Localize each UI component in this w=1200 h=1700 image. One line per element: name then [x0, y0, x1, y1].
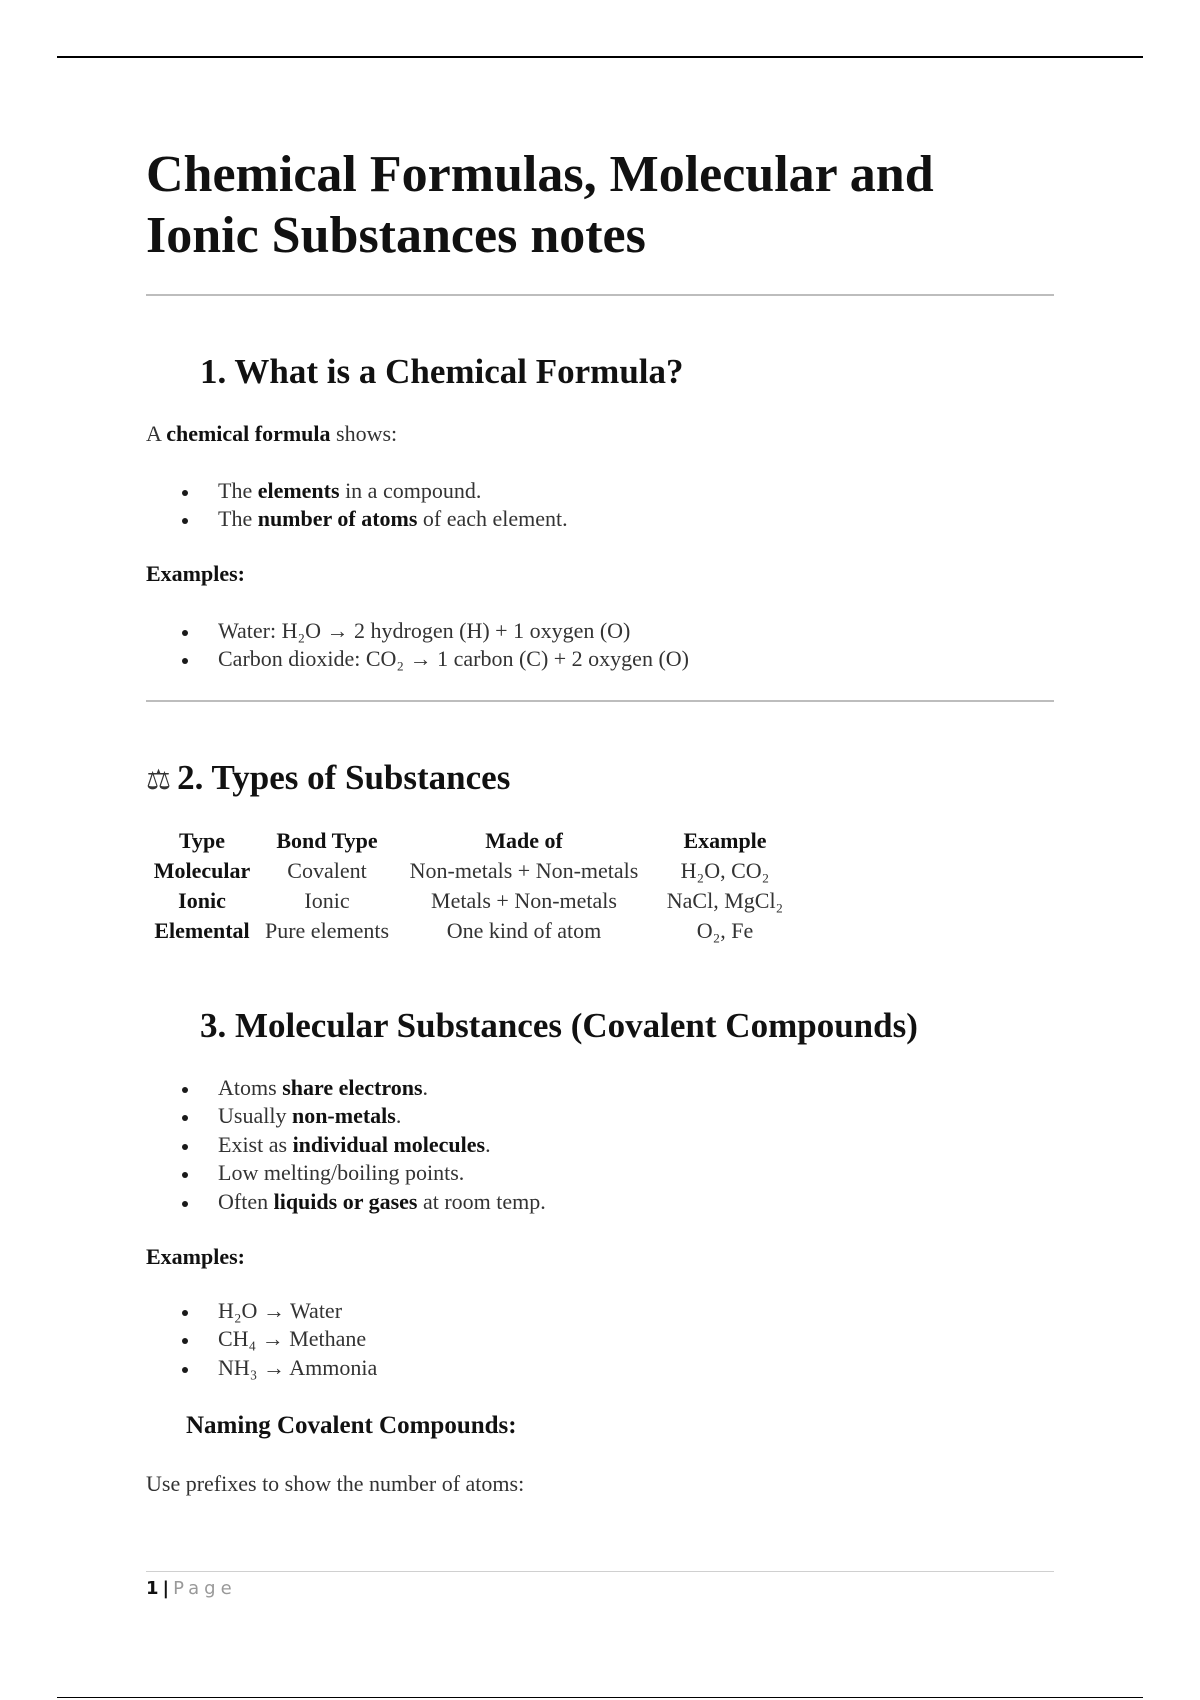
list-item: Low melting/boiling points.	[146, 1159, 546, 1187]
list-item: Atoms share electrons.	[146, 1074, 546, 1102]
table-cell: H₂O, CO₂	[680, 858, 770, 883]
table-cell: Non-metals + Non-metals	[409, 858, 639, 883]
table-cell: O₂, Fe	[696, 918, 754, 943]
list-item: H₂O → Water	[146, 1297, 377, 1325]
molecular-properties-list	[146, 1074, 546, 1216]
column-header: Made of	[485, 828, 563, 853]
page-bottom-rule	[57, 1697, 1143, 1698]
examples-label: Examples:	[146, 561, 245, 586]
list-item: CH₄ → Methane	[146, 1325, 377, 1353]
page-label: Page	[173, 1578, 237, 1599]
table-cell: Covalent	[287, 858, 367, 883]
document-title: Chemical Formulas, Molecular and Ionic Substances notes	[146, 146, 934, 264]
list-item: Often liquids or gases at room temp.	[146, 1188, 546, 1216]
table-cell: Metals + Non-metals	[431, 888, 617, 913]
table-row	[146, 886, 798, 916]
table-row	[146, 856, 798, 886]
table-cell: Ionic	[304, 888, 350, 913]
list-item: The number of atoms of each element.	[146, 505, 568, 533]
section-heading-chemical-formula: 1. What is a Chemical Formula?	[200, 352, 684, 391]
table-row	[146, 916, 798, 946]
column-header: Example	[683, 828, 767, 853]
column-header: Bond Type	[276, 828, 378, 853]
section-heading-molecular-substances: 3. Molecular Substances (Covalent Compounds)	[200, 1006, 918, 1045]
substance-types-table	[146, 826, 798, 946]
examples-label: Examples:	[146, 1244, 245, 1269]
subheading-naming-covalent-compounds: Naming Covalent Compounds:	[186, 1412, 517, 1439]
page-number: 1	[146, 1578, 159, 1599]
list-item: Exist as individual molecules.	[146, 1131, 546, 1159]
page-top-rule	[57, 56, 1143, 58]
table-cell: Pure elements	[264, 918, 390, 943]
list-item: The elements in a compound.	[146, 477, 568, 505]
chemical-formula-lead: A chemical formula shows:	[146, 421, 398, 446]
table-cell: Ionic	[178, 888, 226, 913]
list-item: Carbon dioxide: CO₂ → 1 carbon (C) + 2 oxygen (O)	[146, 645, 689, 673]
section-heading-types-of-substances: ⚖ 2. Types of Substances	[146, 758, 511, 797]
table-cell: Elemental	[154, 918, 250, 943]
section-divider	[146, 700, 1054, 702]
list-item: Water: H₂O → 2 hydrogen (H) + 1 oxygen (O)	[146, 617, 689, 645]
formula-examples-list	[146, 617, 689, 674]
table-header-row	[146, 826, 798, 856]
page-footer	[146, 1578, 237, 1599]
list-item: Usually non-metals.	[146, 1102, 546, 1130]
chemical-formula-list	[146, 477, 568, 534]
balance-scale-icon: ⚖	[146, 763, 172, 796]
table-cell: Molecular	[153, 858, 251, 883]
list-item: NH₃ → Ammonia	[146, 1354, 377, 1382]
table-cell: NaCl, MgCl₂	[666, 888, 784, 913]
molecular-examples-list	[146, 1297, 377, 1382]
table-cell: One kind of atom	[446, 918, 602, 943]
naming-intro-text: Use prefixes to show the number of atoms:	[146, 1471, 525, 1496]
section-divider	[146, 294, 1054, 296]
footer-separator: |	[162, 1578, 170, 1599]
column-header: Type	[178, 828, 226, 853]
footer-divider	[146, 1571, 1054, 1572]
